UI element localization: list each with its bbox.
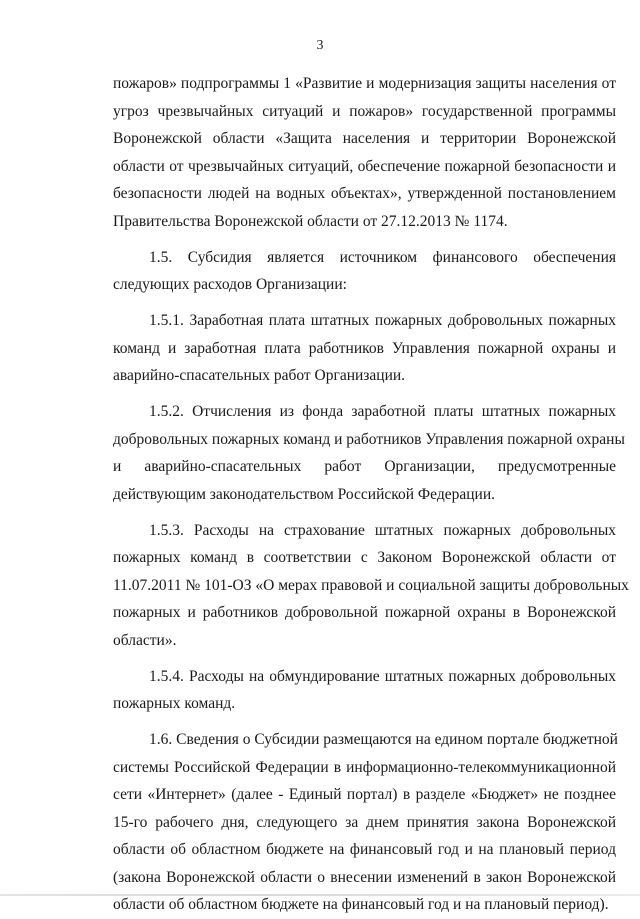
- scan-edge-line: [0, 894, 640, 896]
- text-line: 1.5.1. Заработная плата штатных пожарных добровольных пожарных: [149, 312, 616, 329]
- text-line: 1.5. Субсидия является источником финансового обеспечения: [149, 248, 616, 266]
- text-line: пожаров» подпрограммы 1 «Развитие и модернизация защиты населения от: [113, 75, 616, 92]
- text-line: Правительства Воронежской области от 27.12.2013 № 1174.: [113, 212, 508, 230]
- text-line: 11.07.2011 № 101-ОЗ «О мерах правовой и социальной защиты добровольных: [113, 576, 629, 594]
- paragraph-1-5: [113, 244, 616, 299]
- text-line: сети «Интернет» (далее - Единый портал) в разделе «Бюджет» не позднее: [113, 786, 616, 803]
- text-line: пожарных команд в соответствии с Законом Воронежской области от: [113, 549, 616, 566]
- page-number: 3: [316, 38, 324, 53]
- paragraph-1-6: [113, 726, 616, 919]
- text-line: угроз чрезвычайных ситуаций и пожаров» государственной программы: [113, 102, 616, 120]
- document-body: [113, 70, 629, 919]
- text-line: 1.5.3. Расходы на страхование штатных пожарных добровольных: [149, 521, 616, 539]
- text-line: системы Российской Федерации в информационно-телекоммуникационной: [113, 758, 616, 776]
- text-line: пожарных команд.: [113, 695, 236, 712]
- paragraph-intro: [113, 70, 616, 235]
- text-line: 1.5.4. Расходы на обмундирование штатных пожарных добровольных: [149, 667, 616, 685]
- text-line: области об областном бюджете на финансовый год и на плановый период).: [113, 896, 609, 913]
- text-line: команд и заработная плата работников Управления пожарной охраны и: [113, 339, 616, 357]
- text-line: 15-го рабочего дня, следующего за днем принятия закона Воронежской: [113, 813, 616, 831]
- text-line: аварийно-спасательных работ Организации.: [113, 367, 406, 384]
- text-line: безопасности людей на водных объектах», утвержденной постановлением: [113, 185, 616, 202]
- paragraph-1-5-2: [113, 398, 625, 508]
- text-line: 1.5.2. Отчисления из фонда заработной платы штатных пожарных: [149, 403, 616, 420]
- paragraph-1-5-1: [113, 307, 616, 390]
- text-line: Воронежской области «Защита населения и территории Воронежской: [113, 130, 616, 147]
- paragraph-1-5-4: [113, 663, 616, 718]
- text-line: добровольных пожарных команд и работников Управления пожарной охраны: [113, 430, 625, 448]
- text-line: 1.6. Сведения о Субсидии размещаются на едином портале бюджетной: [149, 731, 618, 748]
- text-line: и аварийно-спасательных работ Организации, предусмотренные: [113, 458, 616, 475]
- text-line: пожарных и работников добровольной пожарной охраны в Воронежской: [113, 604, 616, 621]
- text-line: (закона Воронежской области о внесении изменений в закон Воронежской: [113, 868, 616, 886]
- paragraph-1-5-3: [113, 517, 629, 655]
- text-line: области об областном бюджете на финансовый год и на плановый период: [113, 841, 616, 858]
- text-line: следующих расходов Организации:: [113, 276, 347, 293]
- text-line: области».: [113, 631, 177, 649]
- text-line: действующим законодательством Российской Федерации.: [113, 485, 496, 503]
- text-line: области от чрезвычайных ситуаций, обеспечение пожарной безопасности и: [113, 157, 616, 175]
